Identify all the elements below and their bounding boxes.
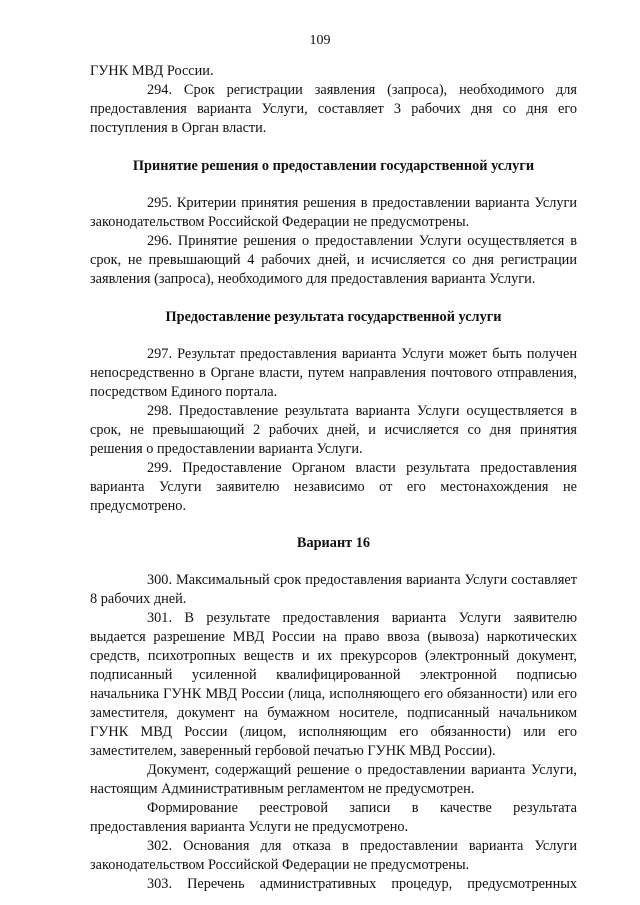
paragraph-297: 297. Результат предоставления варианта Услуги может быть получен непосредственно в Органе власти, путем направления почтового отправления, посредством Единого портала.	[90, 346, 577, 400]
paragraph-294: 294. Срок регистрации заявления (запроса), необходимого для предоставления варианта Услуги, составляет 3 рабочих дня со дня его поступления в Орган власти.	[90, 82, 577, 136]
paragraph-296: 296. Принятие решения о предоставлении Услуги осуществляется в срок, не превышающий 4 рабочих дней, и исчисляется со дня регистрации заявления (запроса), необходимого для предоставления варианта Услуги.	[90, 233, 577, 287]
paragraph-303: 303. Перечень административных процедур, предусмотренных	[147, 876, 577, 892]
paragraph-continuation: ГУНК МВД России.	[90, 63, 214, 79]
paragraph-300: 300. Максимальный срок предоставления варианта Услуги составляет 8 рабочих дней.	[90, 572, 577, 607]
section-heading-decision: Принятие решения о предоставлении государственной услуги	[132, 158, 535, 174]
paragraph-301: 301. В результате предоставления варианта Услуги заявителю выдается разрешение МВД России на право ввоза (вывоза) наркотических средств, психотропных веществ и их прекурсоров (электронный документ, подписанный усиленной квалифицированной электронной подписью начальника ГУНК МВД России (лица, исполняющего его обязанности) или его заместителя, документ на бумажном носителе, подписанный начальником ГУНК МВД России (лицом, исполняющим его обязанности) или его заместителем, заверенный гербовой печатью ГУНК МВД России).	[90, 610, 577, 759]
page-number: 109	[309, 33, 331, 48]
paragraph-298: 298. Предоставление результата варианта Услуги осуществляется в срок, не превышающий 2 рабочих дней, и исчисляется со дня принятия решения о предоставлении варианта Услуги.	[90, 403, 577, 457]
section-heading-result: Предоставление результата государственной услуги	[165, 309, 502, 325]
paragraph-295: 295. Критерии принятия решения в предоставлении варианта Услуги законодательством Российской Федерации не предусмотрены.	[90, 195, 577, 230]
document-body	[90, 62, 577, 894]
paragraph-registry-note: Формирование реестровой записи в качестве результата предоставления варианта Услуги не предусмотрено.	[90, 800, 577, 835]
section-heading-variant: Вариант 16	[296, 535, 371, 551]
paragraph-302: 302. Основания для отказа в предоставлении варианта Услуги законодательством Российской Федерации не предусмотрены.	[90, 838, 577, 873]
paragraph-document-note: Документ, содержащий решение о предоставлении варианта Услуги, настоящим Административным регламентом не предусмотрен.	[90, 762, 577, 797]
paragraph-299: 299. Предоставление Органом власти результата предоставления варианта Услуги заявителю независимо от его местонахождения не предусмотрено.	[90, 460, 577, 514]
